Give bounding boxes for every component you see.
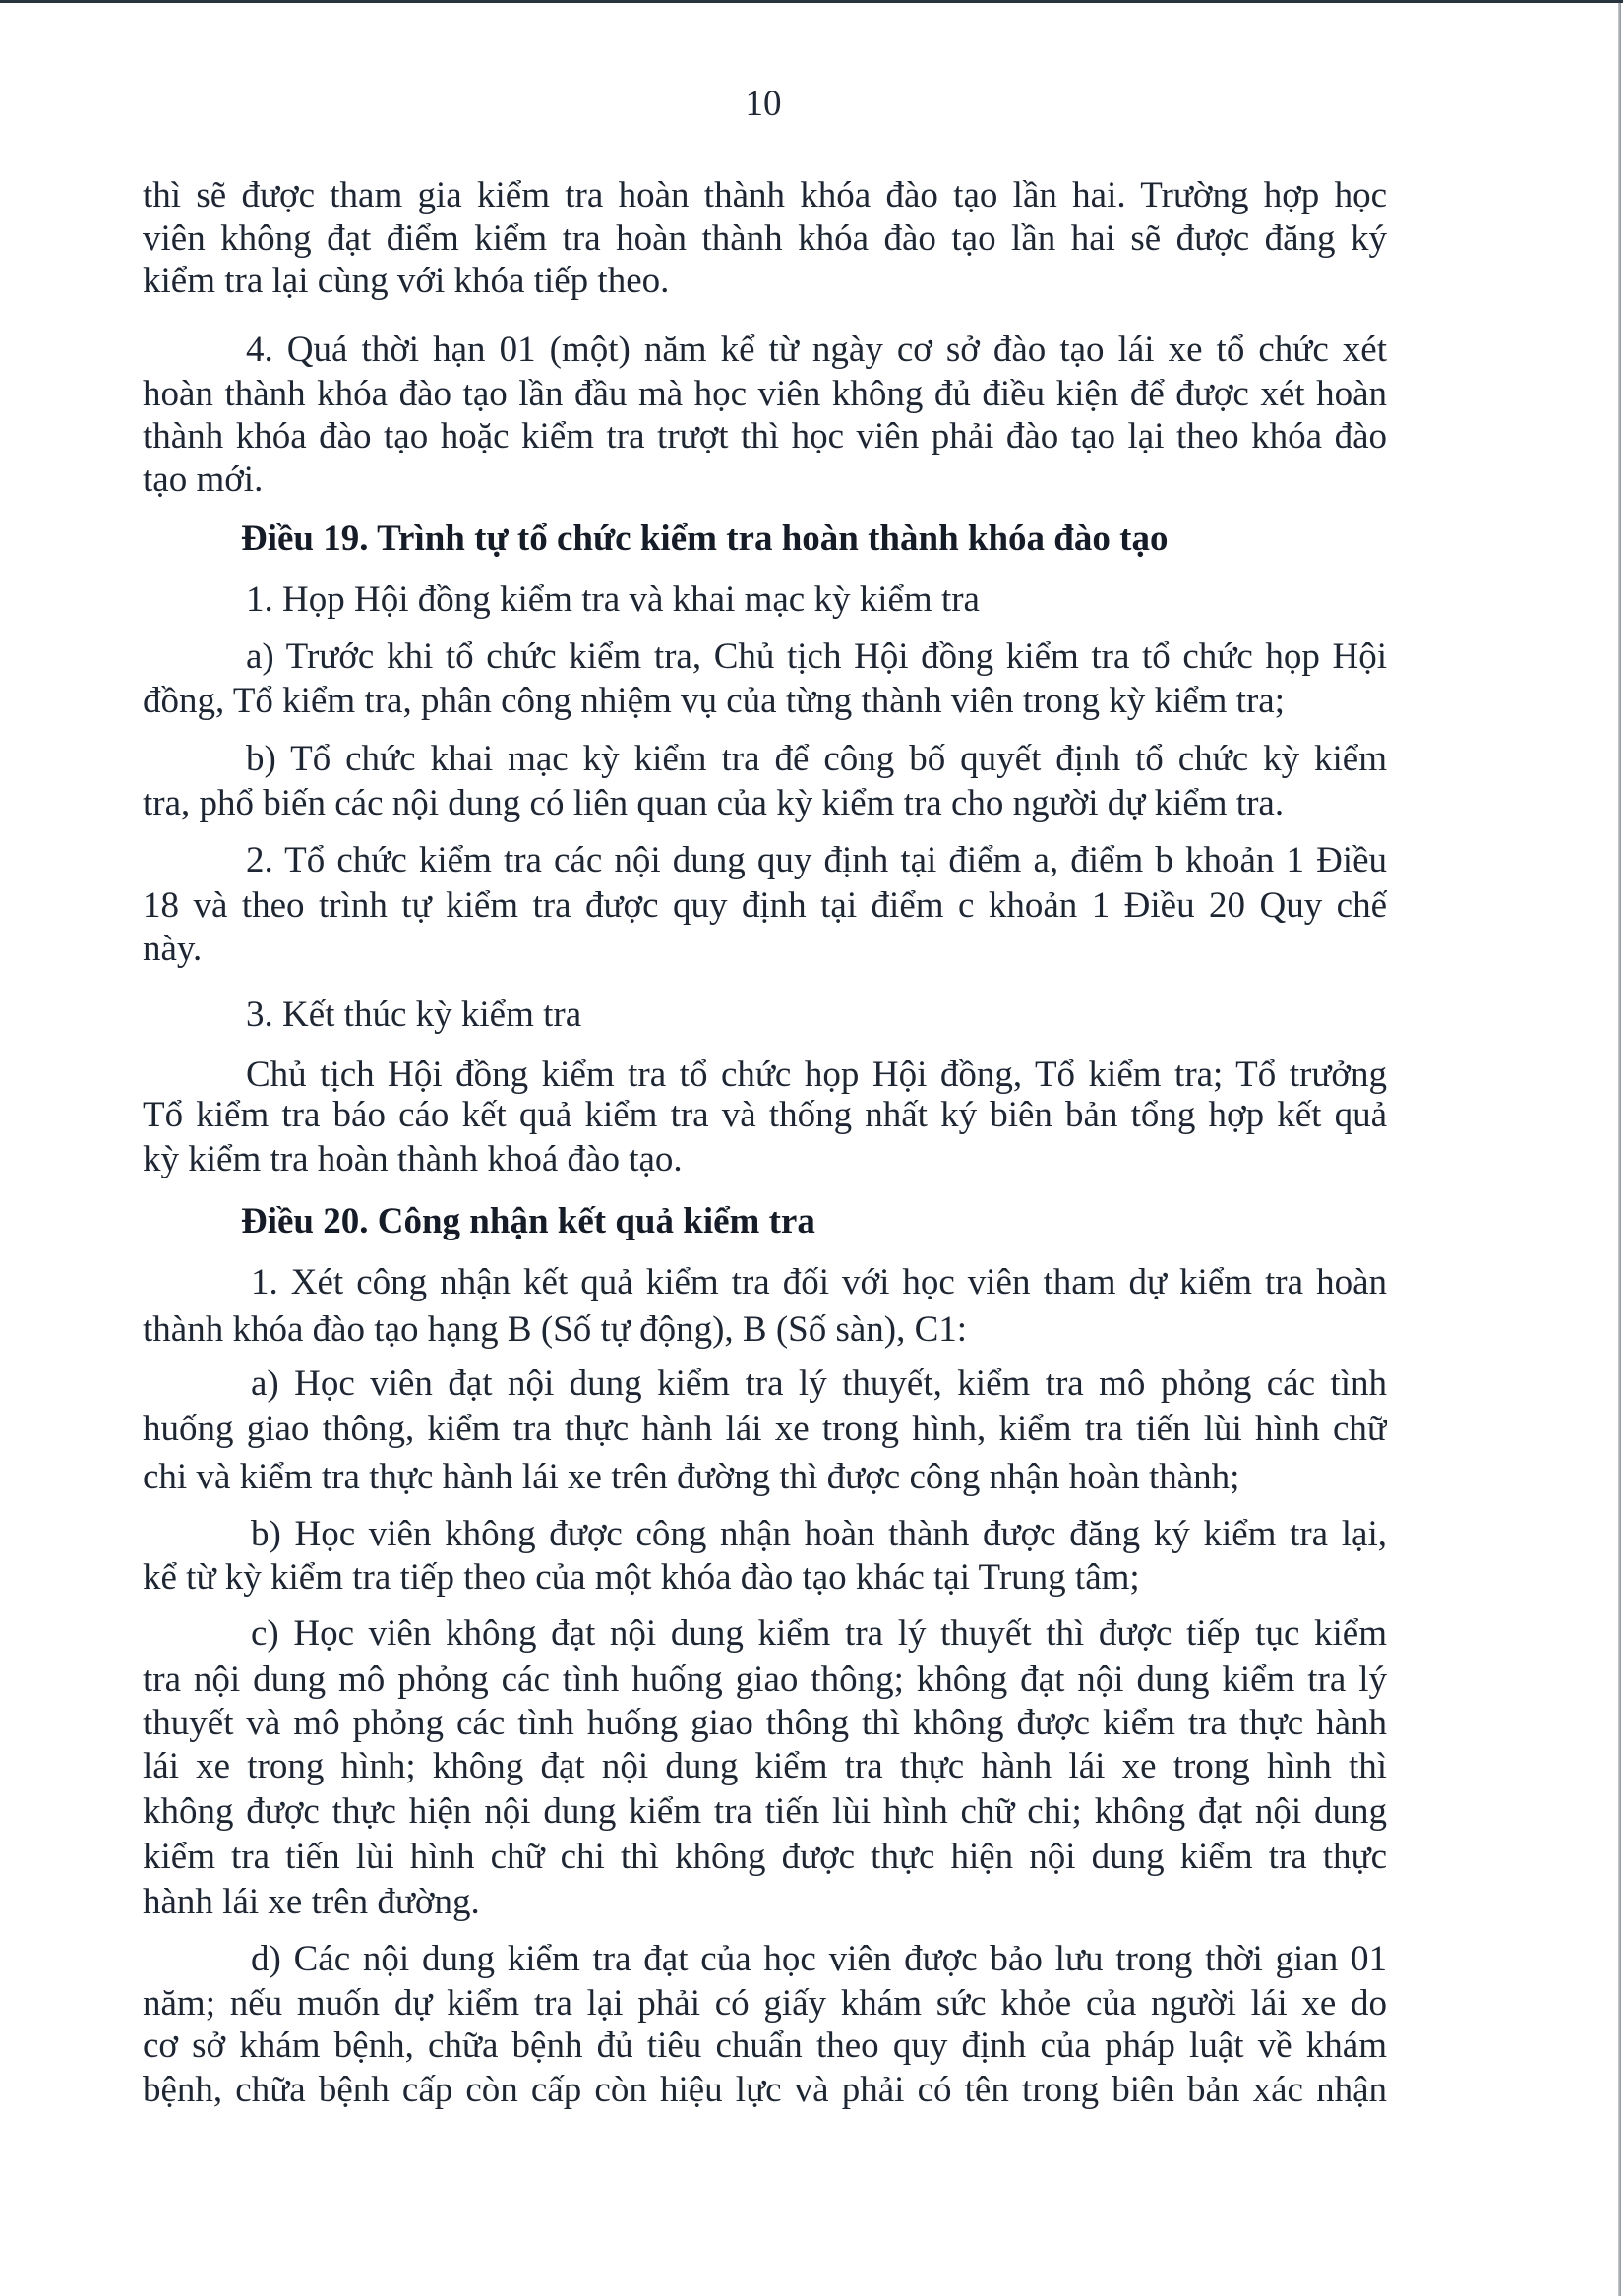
text-line: a) Trước khi tổ chức kiểm tra, Chủ tịch Hội đồng kiểm tra tổ chức họp Hội [246, 636, 1387, 677]
text-line: a) Học viên đạt nội dung kiểm tra lý thuyết, kiểm tra mô phỏng các tình [251, 1363, 1387, 1404]
text-line: kiểm tra tiến lùi hình chữ chi thì không được thực hiện nội dung kiểm tra thực [143, 1837, 1387, 1877]
text-line: Tổ kiểm tra báo cáo kết quả kiểm tra và thống nhất ký biên bản tổng hợp kết quả [143, 1095, 1387, 1135]
text-line: thuyết và mô phỏng các tình huống giao thông thì không được kiểm tra thực hành [143, 1703, 1387, 1743]
text-line: tra nội dung mô phỏng các tình huống giao thông; không đạt nội dung kiểm tra lý [143, 1660, 1387, 1700]
text-line: kiểm tra lại cùng với khóa tiếp theo. [143, 261, 670, 301]
text-line: tra, phổ biến các nội dung có liên quan của kỳ kiểm tra cho người dự kiểm tra. [143, 783, 1285, 823]
text-line: 1. Họp Hội đồng kiểm tra và khai mạc kỳ kiểm tra [246, 579, 980, 620]
text-line: tạo mới. [143, 459, 264, 500]
text-line: kỳ kiểm tra hoàn thành khoá đào tạo. [143, 1139, 683, 1179]
text-line: hành lái xe trên đường. [143, 1882, 480, 1922]
text-line: 1. Xét công nhận kết quả kiểm tra đối với học viên tham dự kiểm tra hoàn [251, 1262, 1387, 1302]
text-line: c) Học viên không đạt nội dung kiểm tra lý thuyết thì được tiếp tục kiểm [251, 1613, 1387, 1654]
text-line: 4. Quá thời hạn 01 (một) năm kể từ ngày cơ sở đào tạo lái xe tổ chức xét [246, 330, 1387, 370]
text-line: d) Các nội dung kiểm tra đạt của học viên được bảo lưu trong thời gian 01 [251, 1939, 1387, 1979]
text-line: đồng, Tổ kiểm tra, phân công nhiệm vụ của từng thành viên trong kỳ kiểm tra; [143, 681, 1285, 721]
text-line: chi và kiểm tra thực hành lái xe trên đường thì được công nhận hoàn thành; [143, 1457, 1240, 1497]
text-line: b) Học viên không được công nhận hoàn thành được đăng ký kiểm tra lại, [251, 1514, 1387, 1554]
text-line: này. [143, 929, 203, 969]
text-line: huống giao thông, kiểm tra thực hành lái xe trong hình, kiểm tra tiến lùi hình chữ [143, 1409, 1387, 1449]
text-line: thành khóa đào tạo hoặc kiểm tra trượt thì học viên phải đào tạo lại theo khóa đào [143, 416, 1387, 456]
text-line: năm; nếu muốn dự kiểm tra lại phải có giấy khám sức khỏe của người lái xe do [143, 1983, 1387, 2024]
article-heading: Điều 20. Công nhận kết quả kiểm tra [241, 1201, 815, 1241]
article-heading: Điều 19. Trình tự tổ chức kiểm tra hoàn thành khóa đào tạo [241, 518, 1169, 559]
text-line: không được thực hiện nội dung kiểm tra tiến lùi hình chữ chi; không đạt nội dung [143, 1791, 1387, 1832]
text-line: thành khóa đào tạo hạng B (Số tự động), B (Số sàn), C1: [143, 1309, 968, 1350]
page-number: 10 [745, 84, 782, 124]
text-line: bệnh, chữa bệnh cấp còn cấp còn hiệu lực và phải có tên trong biên bản xác nhận [143, 2070, 1387, 2110]
text-line: lái xe trong hình; không đạt nội dung kiểm tra thực hành lái xe trong hình thì [143, 1746, 1387, 1786]
text-line: kể từ kỳ kiểm tra tiếp theo của một khóa đào tạo khác tại Trung tâm; [143, 1557, 1140, 1598]
text-line: 3. Kết thúc kỳ kiểm tra [246, 995, 582, 1035]
page-edge-shadow [1618, 3, 1621, 2296]
text-line: Chủ tịch Hội đồng kiểm tra tổ chức họp Hội đồng, Tổ kiểm tra; Tổ trưởng [246, 1055, 1387, 1095]
text-line: hoàn thành khóa đào tạo lần đầu mà học viên không đủ điều kiện để được xét hoàn [143, 374, 1387, 414]
text-line: 2. Tổ chức kiểm tra các nội dung quy định tại điểm a, điểm b khoản 1 Điều [246, 840, 1387, 880]
text-line: cơ sở khám bệnh, chữa bệnh đủ tiêu chuẩn theo quy định của pháp luật về khám [143, 2025, 1387, 2066]
text-line: viên không đạt điểm kiểm tra hoàn thành khóa đào tạo lần hai sẽ được đăng ký [143, 218, 1387, 259]
text-line: b) Tổ chức khai mạc kỳ kiểm tra để công bố quyết định tổ chức kỳ kiểm [246, 739, 1387, 779]
text-line: thì sẽ được tham gia kiểm tra hoàn thành khóa đào tạo lần hai. Trường hợp học [143, 175, 1387, 215]
text-line: 18 và theo trình tự kiểm tra được quy định tại điểm c khoản 1 Điều 20 Quy chế [143, 885, 1387, 926]
